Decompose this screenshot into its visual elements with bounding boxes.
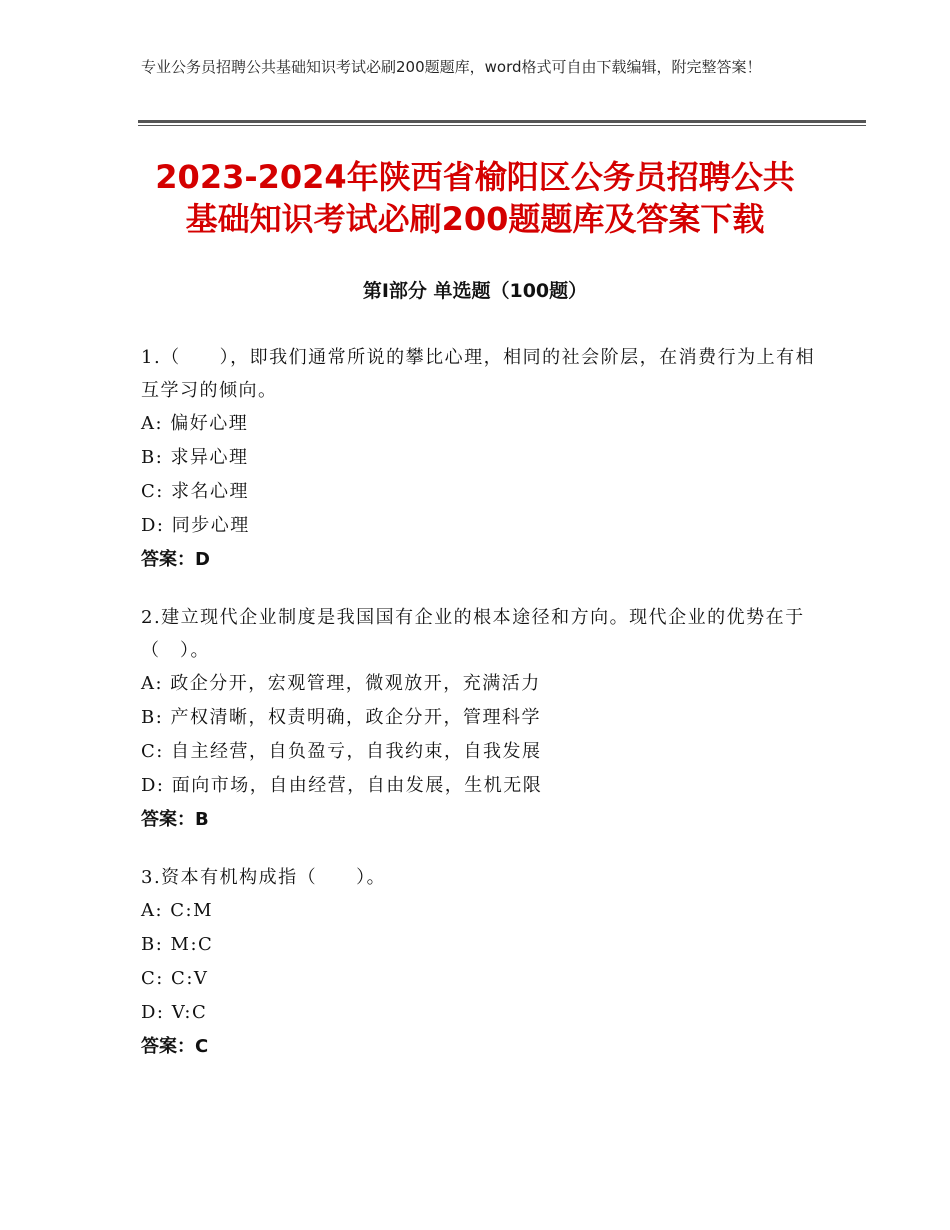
option-a: A: 偏好心理 bbox=[141, 413, 249, 434]
question-text: 3.资本有机构成指（ ）。 bbox=[141, 867, 387, 888]
question-text: 2.建立现代企业制度是我国国有企业的根本途径和方向。现代企业的优势在于（ ）。 bbox=[141, 607, 805, 661]
header-rule-thin bbox=[138, 125, 866, 126]
answer: 答案：D bbox=[141, 549, 210, 570]
option-d: D: V:C bbox=[141, 1002, 208, 1023]
option-d: D: 面向市场，自由经营，自由发展，生机无限 bbox=[141, 775, 543, 796]
question-1 bbox=[141, 341, 821, 577]
answer: 答案：B bbox=[141, 809, 209, 830]
question-list bbox=[141, 341, 821, 1088]
option-b: B: 求异心理 bbox=[141, 447, 249, 468]
option-a: A: C:M bbox=[141, 900, 214, 921]
option-d: D: 同步心理 bbox=[141, 515, 250, 536]
document-title-line-1: 2023-2024年陕西省榆阳区公务员招聘公共 bbox=[155, 158, 795, 196]
document-title-line-2: 基础知识考试必刷200题题库及答案下载 bbox=[185, 200, 765, 238]
option-c: C: 求名心理 bbox=[141, 481, 250, 502]
section-title: 第Ⅰ部分 单选题（100题） bbox=[362, 280, 588, 302]
option-a: A: 政企分开，宏观管理，微观放开，充满活力 bbox=[141, 673, 541, 694]
option-c: C: 自主经营，自负盈亏，自我约束，自我发展 bbox=[141, 741, 542, 762]
question-2 bbox=[141, 601, 821, 837]
question-text: 1.（ ），即我们通常所说的攀比心理，相同的社会阶层，在消费行为上有相互学习的倾向。 bbox=[141, 347, 816, 401]
option-b: B: 产权清晰，权责明确，政企分开，管理科学 bbox=[141, 707, 542, 728]
header-note: 专业公务员招聘公共基础知识考试必刷200题题库，word格式可自由下载编辑，附完整答案！ bbox=[141, 58, 762, 76]
header-rule-thick bbox=[138, 120, 866, 123]
option-b: B: M:C bbox=[141, 934, 214, 955]
answer: 答案：C bbox=[141, 1036, 209, 1057]
question-3 bbox=[141, 861, 821, 1064]
option-c: C: C:V bbox=[141, 968, 209, 989]
document-title bbox=[60, 156, 890, 240]
